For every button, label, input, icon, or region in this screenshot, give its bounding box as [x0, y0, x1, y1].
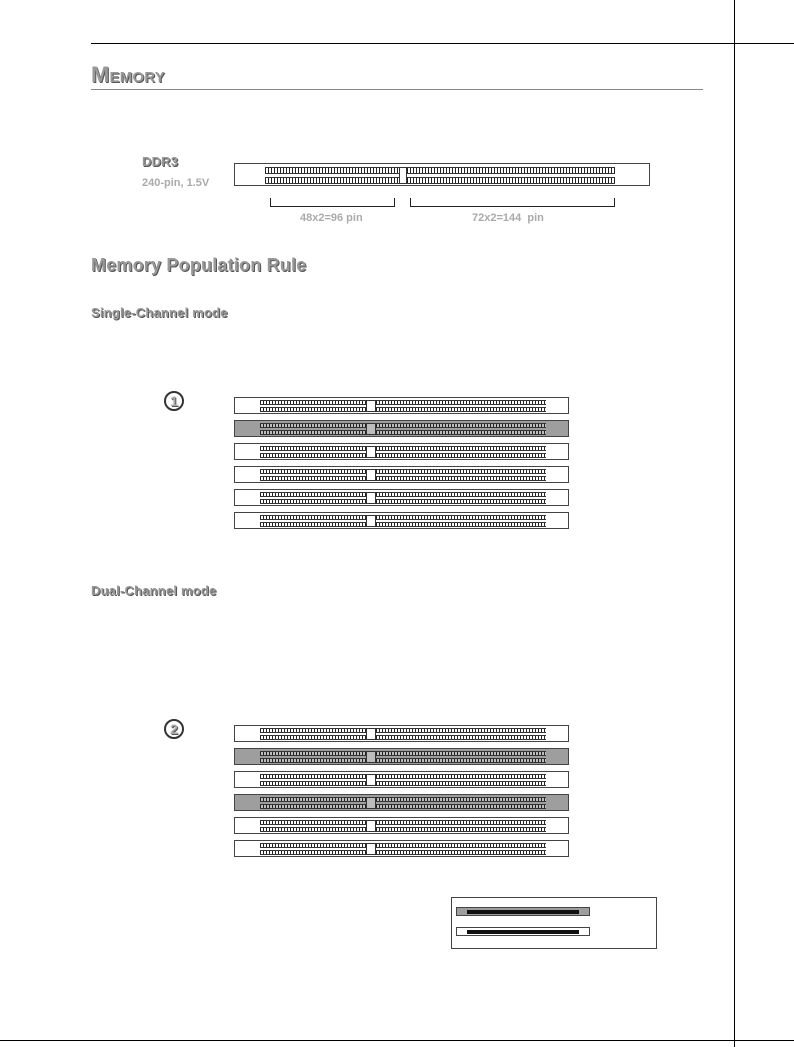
- dual-slot-5-pins-left-top: [260, 820, 366, 825]
- single-slot-5-key-notch: [366, 492, 376, 504]
- single-slot-2-pins-left-top: [260, 423, 366, 428]
- dual-slot-5-pins-right-top: [376, 820, 546, 825]
- dual-slot-6-key-notch: [366, 843, 376, 855]
- single-dimm-slot-2: [234, 420, 569, 437]
- single-slot-1-key-notch: [366, 400, 376, 412]
- dual-slot-6-pins-left-top: [260, 843, 366, 848]
- legend-box: [451, 897, 657, 949]
- single-slot-3-pins-right-bottom: [376, 453, 546, 458]
- ddr3-label: DDR3: [142, 154, 179, 169]
- left-pin-count: 48x2=96 pin: [300, 212, 363, 224]
- single-slot-1-pins-right-top: [376, 400, 546, 405]
- legend-installed-bar: [467, 910, 579, 914]
- ddr3-pins-right-lower: [407, 177, 615, 184]
- dual-slot-1-pins-right-top: [376, 728, 546, 733]
- single-slot-6-pins-left-top: [260, 515, 366, 520]
- dual-slot-5-pins-left-bottom: [260, 827, 366, 832]
- single-channel-slots: [234, 397, 569, 532]
- single-dimm-slot-1: [234, 397, 569, 414]
- single-slot-4-pins-right-top: [376, 469, 546, 474]
- dual-slot-6-pins-right-top: [376, 843, 546, 848]
- single-slot-2-pins-left-bottom: [260, 430, 366, 435]
- single-slot-6-pins-right-bottom: [376, 522, 546, 527]
- single-slot-4-pins-right-bottom: [376, 476, 546, 481]
- ddr3-key-notch: [399, 167, 407, 184]
- single-slot-3-pins-left-bottom: [260, 453, 366, 458]
- legend-empty-bar: [467, 930, 579, 934]
- legend-empty-slot: [456, 927, 590, 936]
- dual-dimm-slot-2: [234, 748, 569, 765]
- single-slot-6-pins-right-top: [376, 515, 546, 520]
- dual-channel-title: Dual-Channel mode: [91, 583, 217, 598]
- ddr3-spec: 240-pin, 1.5V: [142, 177, 210, 189]
- dual-slot-2-pins-left-top: [260, 751, 366, 756]
- single-slot-2-pins-right-top: [376, 423, 546, 428]
- single-slot-6-pins-left-bottom: [260, 522, 366, 527]
- single-slot-1-pins-left-top: [260, 400, 366, 405]
- dual-slot-2-key-notch: [366, 751, 376, 763]
- single-slot-5-pins-right-bottom: [376, 499, 546, 504]
- single-slot-1-pins-right-bottom: [376, 407, 546, 412]
- right-pin-count: 72x2=144 pin: [472, 212, 544, 224]
- ddr3-pins-left-lower: [265, 177, 399, 184]
- single-dimm-slot-6: [234, 512, 569, 529]
- dual-slot-5-pins-right-bottom: [376, 827, 546, 832]
- ddr3-pins-right: [407, 167, 615, 174]
- legend-installed-slot: [456, 907, 590, 916]
- single-dimm-slot-3: [234, 443, 569, 460]
- single-dimm-slot-5: [234, 489, 569, 506]
- dual-dimm-slot-5: [234, 817, 569, 834]
- single-slot-3-pins-left-top: [260, 446, 366, 451]
- dual-slot-6-pins-left-bottom: [260, 850, 366, 855]
- dual-slot-4-pins-right-top: [376, 797, 546, 802]
- dual-slot-5-key-notch: [366, 820, 376, 832]
- bottom-rule: [0, 1040, 794, 1041]
- dual-slot-2-pins-right-top: [376, 751, 546, 756]
- dual-slot-1-key-notch: [366, 728, 376, 740]
- dual-slot-3-key-notch: [366, 774, 376, 786]
- single-slot-4-pins-left-bottom: [260, 476, 366, 481]
- single-slot-2-pins-right-bottom: [376, 430, 546, 435]
- single-slot-3-key-notch: [366, 446, 376, 458]
- single-slot-5-pins-right-top: [376, 492, 546, 497]
- dual-dimm-slot-1: [234, 725, 569, 742]
- ddr3-slot-diagram: [234, 163, 650, 186]
- dual-slot-3-pins-left-bottom: [260, 781, 366, 786]
- section-title-initial: M: [91, 62, 110, 87]
- dual-slot-3-pins-right-top: [376, 774, 546, 779]
- dual-slot-2-pins-left-bottom: [260, 758, 366, 763]
- single-slot-4-pins-left-top: [260, 469, 366, 474]
- single-dimm-slot-4: [234, 466, 569, 483]
- dual-slot-4-pins-left-top: [260, 797, 366, 802]
- dual-slot-1-pins-left-top: [260, 728, 366, 733]
- section-title-rest: EMORY: [109, 69, 165, 86]
- section-underline: [91, 89, 703, 90]
- dual-dimm-slot-6: [234, 840, 569, 857]
- single-slot-5-pins-left-bottom: [260, 499, 366, 504]
- dual-slot-6-pins-right-bottom: [376, 850, 546, 855]
- step-2-badge: 2: [164, 719, 184, 739]
- dual-slot-2-pins-right-bottom: [376, 758, 546, 763]
- dual-dimm-slot-3: [234, 771, 569, 788]
- dual-channel-slots: [234, 725, 569, 860]
- dual-slot-4-pins-left-bottom: [260, 804, 366, 809]
- bracket-left: [270, 198, 395, 207]
- single-slot-5-pins-left-top: [260, 492, 366, 497]
- section-title: [91, 64, 165, 89]
- ddr3-pins-left: [265, 167, 399, 174]
- population-rule-title: Memory Population Rule: [91, 255, 307, 275]
- single-slot-2-key-notch: [366, 423, 376, 435]
- dual-slot-3-pins-right-bottom: [376, 781, 546, 786]
- dual-slot-4-pins-right-bottom: [376, 804, 546, 809]
- dual-dimm-slot-4: [234, 794, 569, 811]
- right-margin-rule: [734, 0, 735, 1047]
- single-slot-3-pins-right-top: [376, 446, 546, 451]
- single-slot-6-key-notch: [366, 515, 376, 527]
- dual-slot-3-pins-left-top: [260, 774, 366, 779]
- single-slot-1-pins-left-bottom: [260, 407, 366, 412]
- bracket-right: [410, 198, 615, 207]
- dual-slot-1-pins-right-bottom: [376, 735, 546, 740]
- step-1-badge: 1: [164, 391, 184, 411]
- dual-slot-4-key-notch: [366, 797, 376, 809]
- dual-slot-1-pins-left-bottom: [260, 735, 366, 740]
- single-slot-4-key-notch: [366, 469, 376, 481]
- single-channel-title: Single-Channel mode: [91, 305, 228, 320]
- top-rule: [91, 43, 794, 44]
